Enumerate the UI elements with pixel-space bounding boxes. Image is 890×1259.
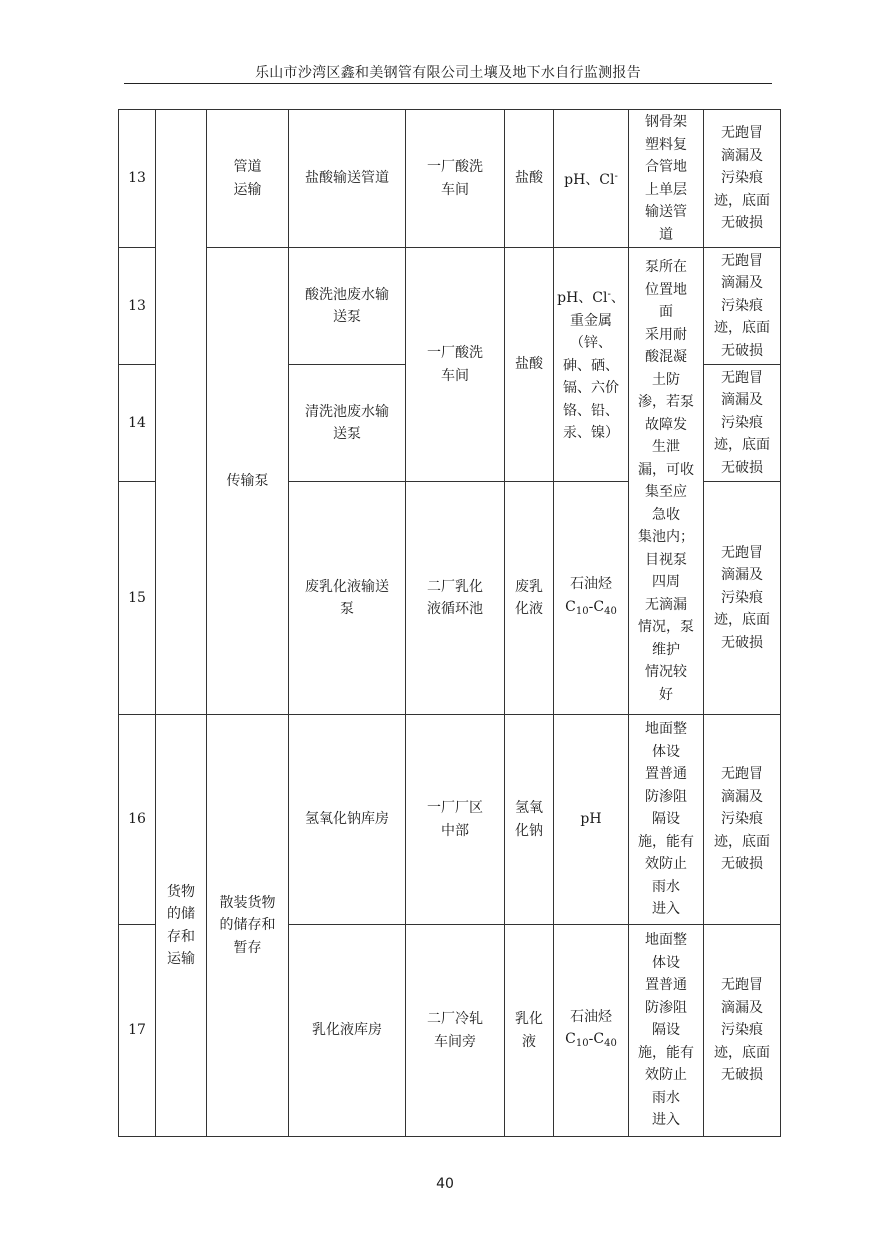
protection-cell: 钢骨架 塑料复 合管地 上单层 输送管 道	[629, 110, 704, 248]
subcategory-cell: 管道 运输	[207, 110, 289, 248]
location-cell: 一厂厂区 中部	[406, 715, 505, 925]
facility-cell: 酸洗池废水输 送泵	[289, 248, 406, 365]
inspection-table	[118, 109, 781, 1137]
material-cell: 乳化 液	[505, 925, 554, 1137]
row-number: 15	[119, 482, 156, 715]
page-header: 乐山市沙湾区鑫和美钢管有限公司土壤及地下水自行监测报告	[254, 65, 642, 81]
protection-cell: 地面整 体设 置普通 防渗阻 隔设 施，能有 效防止 雨水 进入	[629, 925, 704, 1137]
subcategory-cell: 传输泵	[207, 248, 289, 715]
material-cell: 盐酸	[505, 110, 554, 248]
row-number: 13	[119, 110, 156, 248]
pollutant-cell: 石油烃 $C_{10}-C_{40}$	[554, 925, 629, 1137]
material-cell: 废乳 化液	[505, 482, 554, 715]
page-number: 40	[436, 1176, 454, 1192]
status-cell: 无跑冒 滴漏及 污染痕 迹，底面 无破损	[704, 365, 781, 482]
table-row	[119, 110, 781, 248]
facility-cell: 氢氧化钠库房	[289, 715, 406, 925]
location-cell: 二厂冷轧 车间旁	[406, 925, 505, 1137]
protection-cell: 泵所在 位置地 面 采用耐 酸混凝 土防 渗，若泵 故障发 生泄 漏，可收 集至应 急收 集池内； 目视泵 四周 无滴漏 情况，泵 维护 情况较 好	[629, 248, 704, 715]
category-cell: 货物 的储 存和 运输	[156, 715, 207, 1137]
material-cell: 氢氧 化钠	[505, 715, 554, 925]
location-cell: 一厂酸洗 车间	[406, 110, 505, 248]
pollutant-cell: pH	[554, 715, 629, 925]
status-cell: 无跑冒 滴漏及 污染痕 迹，底面 无破损	[704, 110, 781, 248]
status-cell: 无跑冒 滴漏及 污染痕 迹，底面 无破损	[704, 925, 781, 1137]
row-number: 13	[119, 248, 156, 365]
facility-cell: 盐酸输送管道	[289, 110, 406, 248]
table-row	[119, 248, 781, 365]
facility-cell: 废乳化液输送 泵	[289, 482, 406, 715]
pollutant-cell: pH、Cl-、 重金属 （锌、 砷、硒、 镉、六价 铬、铅、 汞、镍）	[554, 248, 629, 482]
pollutant-cell: pH、Cl-	[554, 110, 629, 248]
table-row	[119, 715, 781, 925]
protection-cell: 地面整 体设 置普通 防渗阻 隔设 施，能有 效防止 雨水 进入	[629, 715, 704, 925]
facility-cell: 乳化液库房	[289, 925, 406, 1137]
row-number: 14	[119, 365, 156, 482]
pollutant-cell: 石油烃 $C_{10}-C_{40}$	[554, 482, 629, 715]
location-cell: 二厂乳化 液循环池	[406, 482, 505, 715]
status-cell: 无跑冒 滴漏及 污染痕 迹，底面 无破损	[704, 482, 781, 715]
category-cell	[156, 110, 207, 715]
row-number: 16	[119, 715, 156, 925]
material-cell: 盐酸	[505, 248, 554, 482]
status-cell: 无跑冒 滴漏及 污染痕 迹，底面 无破损	[704, 715, 781, 925]
subcategory-cell: 散装货物 的储存和 暂存	[207, 715, 289, 1137]
location-cell: 一厂酸洗 车间	[406, 248, 505, 482]
facility-cell: 清洗池废水输 送泵	[289, 365, 406, 482]
status-cell: 无跑冒 滴漏及 污染痕 迹，底面 无破损	[704, 248, 781, 365]
header-rule	[124, 83, 772, 84]
row-number: 17	[119, 925, 156, 1137]
